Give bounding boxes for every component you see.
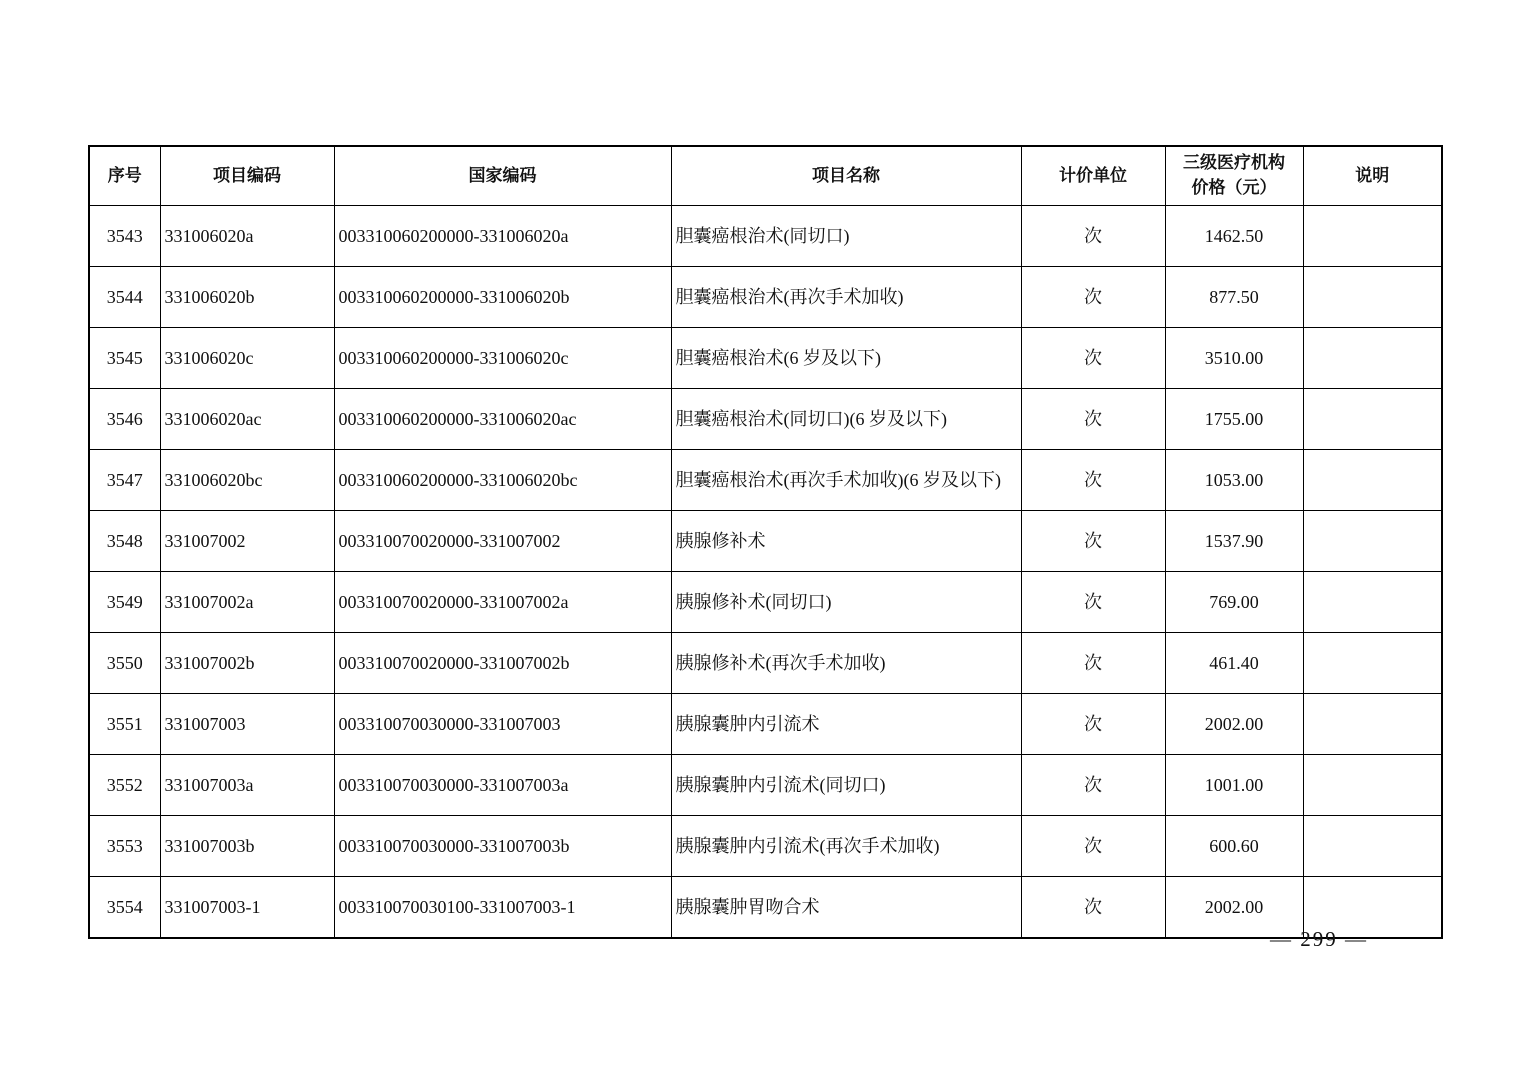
header-price-line1: 三级医疗机构 — [1183, 153, 1285, 173]
cell-note — [1303, 389, 1442, 450]
header-price — [1165, 146, 1303, 206]
cell-seq: 3550 — [89, 633, 160, 694]
cell-code: 331007003-1 — [160, 877, 334, 939]
cell-national_code: 003310060200000-331006020ac — [334, 389, 671, 450]
cell-seq: 3547 — [89, 450, 160, 511]
table-row — [89, 389, 1442, 450]
cell-national_code: 003310060200000-331006020b — [334, 267, 671, 328]
cell-national_code: 003310060200000-331006020bc — [334, 450, 671, 511]
cell-price: 877.50 — [1165, 267, 1303, 328]
table-row — [89, 511, 1442, 572]
cell-national_code: 003310070030000-331007003 — [334, 694, 671, 755]
header-unit: 计价单位 — [1021, 146, 1165, 206]
price-table — [88, 145, 1443, 939]
cell-national_code: 003310060200000-331006020a — [334, 206, 671, 267]
cell-name: 胆囊癌根治术(同切口)(6 岁及以下) — [671, 389, 1021, 450]
cell-national_code: 003310070030100-331007003-1 — [334, 877, 671, 939]
cell-price: 2002.00 — [1165, 877, 1303, 939]
cell-code: 331006020c — [160, 328, 334, 389]
cell-national_code: 003310070030000-331007003a — [334, 755, 671, 816]
cell-name: 胆囊癌根治术(同切口) — [671, 206, 1021, 267]
cell-name: 胰腺囊肿内引流术 — [671, 694, 1021, 755]
cell-price: 1053.00 — [1165, 450, 1303, 511]
cell-price: 769.00 — [1165, 572, 1303, 633]
cell-seq: 3554 — [89, 877, 160, 939]
cell-national_code: 003310070020000-331007002a — [334, 572, 671, 633]
cell-note — [1303, 633, 1442, 694]
cell-seq: 3546 — [89, 389, 160, 450]
cell-seq: 3552 — [89, 755, 160, 816]
cell-name: 胰腺修补术(再次手术加收) — [671, 633, 1021, 694]
cell-unit: 次 — [1021, 633, 1165, 694]
cell-code: 331007003b — [160, 816, 334, 877]
cell-code: 331007003 — [160, 694, 334, 755]
cell-national_code: 003310060200000-331006020c — [334, 328, 671, 389]
table-row — [89, 267, 1442, 328]
table-row — [89, 206, 1442, 267]
cell-seq: 3549 — [89, 572, 160, 633]
cell-code: 331006020bc — [160, 450, 334, 511]
header-seq: 序号 — [89, 146, 160, 206]
table-row — [89, 877, 1442, 939]
cell-unit: 次 — [1021, 572, 1165, 633]
cell-note — [1303, 694, 1442, 755]
cell-code: 331007002a — [160, 572, 334, 633]
cell-note — [1303, 328, 1442, 389]
cell-note — [1303, 511, 1442, 572]
header-row — [89, 146, 1442, 206]
cell-name: 胰腺修补术(同切口) — [671, 572, 1021, 633]
table-row — [89, 328, 1442, 389]
cell-price: 1755.00 — [1165, 389, 1303, 450]
header-name: 项目名称 — [671, 146, 1021, 206]
cell-unit: 次 — [1021, 755, 1165, 816]
cell-note — [1303, 816, 1442, 877]
cell-seq: 3553 — [89, 816, 160, 877]
cell-unit: 次 — [1021, 877, 1165, 939]
cell-price: 1001.00 — [1165, 755, 1303, 816]
header-national-code: 国家编码 — [334, 146, 671, 206]
cell-unit: 次 — [1021, 450, 1165, 511]
cell-name: 胰腺囊肿内引流术(同切口) — [671, 755, 1021, 816]
header-code: 项目编码 — [160, 146, 334, 206]
cell-unit: 次 — [1021, 389, 1165, 450]
cell-note — [1303, 755, 1442, 816]
cell-seq: 3551 — [89, 694, 160, 755]
cell-price: 1537.90 — [1165, 511, 1303, 572]
cell-seq: 3548 — [89, 511, 160, 572]
cell-unit: 次 — [1021, 816, 1165, 877]
cell-unit: 次 — [1021, 267, 1165, 328]
table-header — [89, 146, 1442, 206]
cell-national_code: 003310070030000-331007003b — [334, 816, 671, 877]
page-number: — 299 — — [1270, 927, 1368, 951]
cell-code: 331007003a — [160, 755, 334, 816]
cell-code: 331007002 — [160, 511, 334, 572]
cell-price: 1462.50 — [1165, 206, 1303, 267]
cell-unit: 次 — [1021, 328, 1165, 389]
cell-name: 胰腺囊肿内引流术(再次手术加收) — [671, 816, 1021, 877]
cell-unit: 次 — [1021, 511, 1165, 572]
table-row — [89, 572, 1442, 633]
cell-national_code: 003310070020000-331007002 — [334, 511, 671, 572]
cell-note — [1303, 450, 1442, 511]
cell-code: 331006020b — [160, 267, 334, 328]
header-price-line2: 价格（元） — [1191, 178, 1277, 197]
cell-name: 胰腺修补术 — [671, 511, 1021, 572]
cell-national_code: 003310070020000-331007002b — [334, 633, 671, 694]
table-row — [89, 694, 1442, 755]
cell-code: 331006020ac — [160, 389, 334, 450]
table-row — [89, 755, 1442, 816]
cell-note — [1303, 267, 1442, 328]
cell-price: 461.40 — [1165, 633, 1303, 694]
table-row — [89, 816, 1442, 877]
cell-note — [1303, 206, 1442, 267]
cell-seq: 3543 — [89, 206, 160, 267]
cell-price: 2002.00 — [1165, 694, 1303, 755]
cell-price: 3510.00 — [1165, 328, 1303, 389]
cell-seq: 3544 — [89, 267, 160, 328]
table-body — [89, 206, 1442, 939]
cell-code: 331006020a — [160, 206, 334, 267]
cell-name: 胰腺囊肿胃吻合术 — [671, 877, 1021, 939]
table-row — [89, 450, 1442, 511]
cell-price: 600.60 — [1165, 816, 1303, 877]
cell-note — [1303, 572, 1442, 633]
cell-unit: 次 — [1021, 206, 1165, 267]
cell-name: 胆囊癌根治术(再次手术加收)(6 岁及以下) — [671, 450, 1021, 511]
header-note: 说明 — [1303, 146, 1442, 206]
cell-name: 胆囊癌根治术(6 岁及以下) — [671, 328, 1021, 389]
cell-seq: 3545 — [89, 328, 160, 389]
cell-code: 331007002b — [160, 633, 334, 694]
table-row — [89, 633, 1442, 694]
cell-unit: 次 — [1021, 694, 1165, 755]
cell-name: 胆囊癌根治术(再次手术加收) — [671, 267, 1021, 328]
